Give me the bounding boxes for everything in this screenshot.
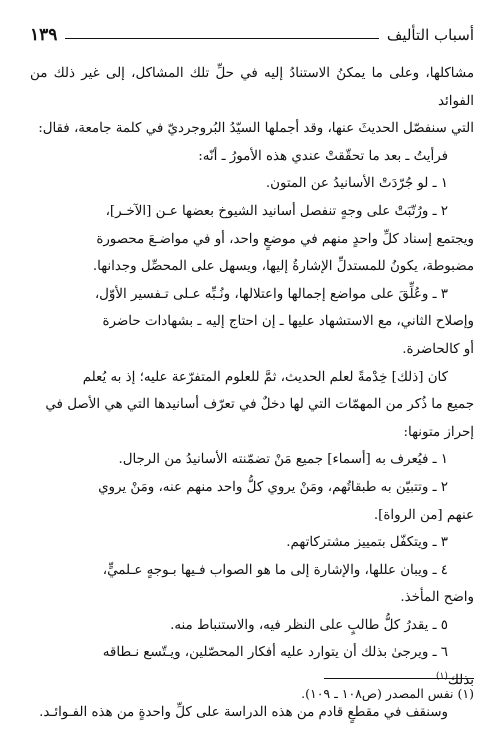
running-title: أسباب التأليف: [386, 26, 474, 44]
text-line: مشاكلها، وعلى ما يمكنُ الاستنادُ إليه في حلِّ تلك المشاكل، إلى غير ذلك من الفوائد: [30, 66, 474, 109]
running-header: [30, 22, 474, 48]
numbered-item: ٢ ـ ورُتّبَتْ على وجهٍ تنفصل أسانيد الشيوخ بعضها عـن [الآخـر]،: [105, 203, 448, 219]
text-line: مضبوطة، يكونُ للمستدلِّ الإشارةُ إليها، ويسهل على المحصِّل وجدانها.: [92, 259, 474, 275]
numbered-item: ٥ ـ يقدرُ كلُّ طالبٍ على النظر فيه، والاستنباط منه.: [170, 617, 448, 633]
numbered-item: ١ ـ لو جُرّدَتْ الأسانيدُ عن المتون.: [265, 176, 448, 192]
numbered-item: ٣ ـ وعُلِّقَ على مواضع إجمالها واعتلالها، ونُـبِّه عـلى تـفسير الأوّل،: [94, 286, 448, 302]
document-page: [30, 22, 474, 720]
body-text: [30, 60, 474, 726]
text-line: جميع ما ذُكر من المهمّات التي لها دخلٌ في تعرّف أسانيدها التي هي الأصل في: [45, 397, 474, 413]
footnote-text: (١) نفس المصدر (ص١٠٨ ـ ١٠٩).: [301, 686, 474, 701]
page-number: ١٣٩: [30, 25, 58, 45]
header-rule: [65, 38, 378, 39]
text-line: واضح المأخذ.: [400, 590, 474, 606]
numbered-item: ٤ ـ ويبان عللها، والإشارة إلى ما هو الصواب فـيها بـوجهٍ عـلميٍّ،: [102, 562, 448, 578]
text-line: عنهم [من الرواة].: [373, 507, 474, 523]
text-line: وإصلاح الثاني، مع الاستشهاد عليها ـ إن احتاج إليه ـ بشهادات حاضرة: [102, 314, 474, 330]
text-line: التي سنفصّل الحديثَ عنها، وقد أجملها السيّدُ البُروجرديّ في كلمة جامعة، فقال:: [38, 121, 474, 137]
footnote-reference[interactable]: (١): [436, 671, 448, 682]
text-line: إحراز متونها:: [403, 424, 474, 440]
numbered-item: ١ ـ فيُعرف به [أسماء] جميع مَنْ تضمّنته الأسانيدُ من الرجال.: [118, 452, 448, 468]
text-line: أو كالحاضرة.: [402, 341, 474, 357]
quote-line: فرأيتُ ـ بعد ما تحقّقتْ عندي هذه الأمورُ ـ أنّه:: [198, 148, 448, 164]
numbered-item: ٢ ـ وتتبيّن به طبقاتُهم، ومَنْ يروي كلُّ واحد منهم عنه، ومَنْ يروي: [98, 479, 448, 495]
paragraph-start: كان [ذلك] خِدْمةً لعلم الحديث، ثمَّ للعلوم المتفرّعة عليه؛ إذ به يُعلم: [82, 369, 448, 385]
text-fragment: بذلك: [447, 673, 474, 689]
numbered-item: ٣ ـ ويتكفّل بتمييز مشتركاتهم.: [286, 535, 448, 551]
footnote-separator: [324, 678, 474, 679]
paragraph-start: وسنقف في مقطعٍ قادم من هذه الدراسة على كلِّ واحدةٍ من هذه الفـوائـد.: [39, 704, 448, 720]
numbered-item: ٦ ـ ويرجىٰ بذلك أن يتوارد عليه أفكار المحصّلين، ويـتّسع نـطاقه: [102, 645, 448, 661]
text-line: ويجتمع إسناد كلِّ واحدٍ منهم في موضعٍ واحد، أو في مواضـعَ محصورة: [96, 231, 474, 247]
